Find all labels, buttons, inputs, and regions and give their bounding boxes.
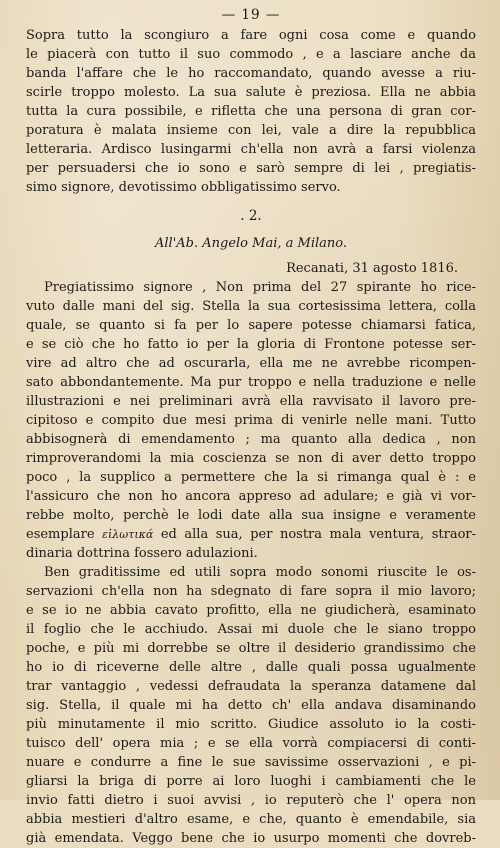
text-line: ho io di riceverne delle altre , dalle quali possa ugualmente [26,660,476,675]
text-line: e se io ne abbia cavato profitto, ella ne giudicherà, esaminato [26,603,476,618]
letter-paragraph-2 [26,563,476,848]
text-line-with-greek [26,525,476,544]
text-line: poco , la supplico a permettere che la si rimanga qual è : e [26,470,476,485]
text-line: servazioni ch'ella non ha sdegnato di fare sopra il mio lavoro; [26,584,476,599]
text-fragment: ed alla sua, per nostra mala ventura, straor- [160,527,476,542]
text-line: trar vantaggio , vedessi defraudata la speranza datamene dal [26,679,476,694]
text-line: simo signore, devotissimo obbligatissimo servo. [26,180,341,195]
text-line: sato abbondantemente. Ma pur troppo e nella traduzione e nelle [26,375,476,390]
text-line: vuto dalle mani del sig. Stella la sua cortesissima lettera, colla [26,299,476,314]
letter-dateline: Recanati, 31 agosto 1816. [286,261,458,276]
text-line: illustrazioni e nei preliminari avrà ella ravvisato il lavoro pre- [26,394,476,409]
text-line: più minutamente il mio scritto. Giudice assoluto io la costi- [26,717,476,732]
text-line: poratura è malata insieme con lei, vale a dire la repubblica [26,123,476,138]
greek-word: εἰλωτικά [102,528,154,541]
letter-number: . 2. [240,208,262,224]
text-line: tuisco dell' opera mia ; e se ella vorrà compiacersi di conti- [26,736,476,751]
text-line: le piacerà con tutto il suo commodo , e a lasciare anche da [26,47,476,62]
text-line: rimproverandomi la mia coscienza se non di aver detto troppo [26,451,476,466]
text-line: già emendata. Veggo bene che io usurpo momenti che dovreb- [26,831,476,846]
text-line: vire ad altro che ad oscurarla, ella me ne avrebbe ricompen- [26,356,476,371]
text-line: rebbe molto, perchè le lodi date alla sua insigne e veramente [26,508,476,523]
text-line: abbia mestieri d'altro esame, e che, quanto è emendabile, sia [26,812,476,827]
text-line: nuare e condurre a fine le sue savissime osservazioni , e pi- [26,755,476,770]
text-line: invio fatti dietro i suoi avvisi , io reputerò che l' opera non [26,793,476,808]
text-line: quale, se quanto si fa per lo sapere potesse chiamarsi fatica, [26,318,476,333]
closing-paragraph [26,26,476,197]
text-line: scirle troppo molesto. La sua salute è preziosa. Ella ne abbia [26,85,476,100]
text-line: letteraria. Ardisco lusingarmi ch'ella non avrà a farsi violenza [26,142,476,157]
text-line: gliarsi la briga di porre ai loro luoghi i cambiamenti che le [26,774,476,789]
text-line: il foglio che le acchiudo. Assai mi duole che le siano troppo [26,622,476,637]
text-line: sig. Stella, il quale mi ha detto ch' ella andava disaminando [26,698,476,713]
text-line: Pregiatissimo signore , Non prima del 27 spirante ho rice- [44,280,476,295]
page-number: — 19 — [221,7,281,23]
text-line: tutta la cura possibile, e rifletta che una persona di gran cor- [26,104,476,119]
text-line: per persuadersi che io sono e sarò sempre di lei , pregiatis- [26,161,476,176]
text-line: e se ciò che ho fatto io per la gloria di Frontone potesse ser- [26,337,476,352]
text-line: Ben graditissime ed utili sopra modo sonomi riuscite le os- [44,565,476,580]
letter-address: All'Ab. Angelo Mai, a Milano. [155,236,347,251]
text-line: banda l'affare che le ho raccomandato, quando avesse a riu- [26,66,476,81]
text-fragment: esemplare [26,527,95,542]
letter-paragraph-1 [26,278,476,563]
text-line: abbisognerà di emendamento ; ma quanto alla dedica , non [26,432,476,447]
text-line: cipitoso e compito due mesi prima di venirle nelle mani. Tutto [26,413,476,428]
text-line: l'assicuro che non ho ancora appreso ad adulare; e già vi vor- [26,489,476,504]
text-line: Sopra tutto la scongiuro a fare ogni cosa come e quando [26,28,476,43]
text-line: dinaria dottrina fossero adulazioni. [26,546,258,561]
text-line: poche, e più mi dorrebbe se oltre il desiderio grandissimo che [26,641,476,656]
